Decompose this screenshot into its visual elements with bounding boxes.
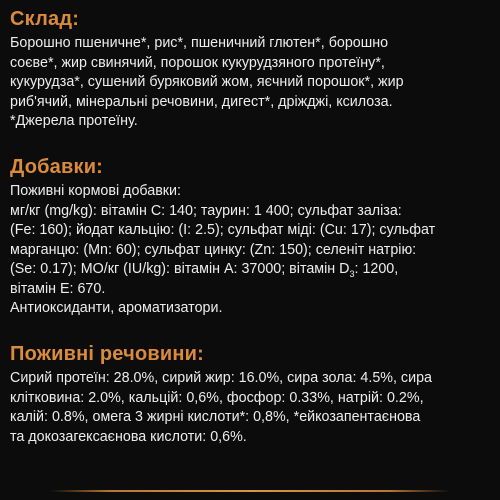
additives-line: (Fe: 160); йодат кальцію: (I: 2.5); сульфат міді: (Cu: 17); сульфат: [10, 222, 436, 238]
nutrients-section: [10, 343, 494, 447]
composition-text: [10, 34, 494, 132]
additives-text: [10, 182, 494, 319]
composition-line: Борошно пшеничне*, рис*, пшеничний глютен*, борошно: [10, 35, 389, 51]
nutrients-text: [10, 369, 494, 447]
additives-line-vitamins-start: (Se: 0.17); МО/кг (IU/kg): вітамін А: 37000; вітамін D: [10, 261, 350, 277]
nutrients-line: та докозагексаєнова кислоти: 0,6%.: [10, 428, 247, 445]
nutrients-heading: Поживні речовини:: [10, 343, 204, 365]
composition-line: риб'ячий, мінеральні речовини, дигест*, дріжджі, ксилоза.: [10, 93, 393, 110]
nutrients-line: калій: 0.8%, омега 3 жирні кислоти*: 0,8%, *ейкозапентаєнова: [10, 409, 421, 425]
additives-line: вітамін Е: 670.: [10, 280, 106, 297]
bottom-divider: [50, 490, 450, 492]
composition-footnote: *Джерела протеїну.: [10, 113, 138, 129]
additives-line-vitamins-end: : 1200,: [354, 261, 399, 277]
additives-line: мг/кг (mg/kg): вітамін С: 140; таурин: 1 400; сульфат заліза:: [10, 202, 402, 219]
additives-heading: Добавки:: [10, 156, 104, 178]
nutrients-line: Сирий протеїн: 28.0%, сирий жир: 16.0%, сира зола: 4.5%, сира: [10, 370, 432, 386]
vitamin-d-subscript: 3: [349, 268, 355, 279]
composition-line: кукурудза*, сушений буряковий жом, яєчний порошок*, жир: [10, 74, 404, 90]
additives-line: Поживні кормові добавки:: [10, 183, 182, 199]
composition-section: [10, 8, 494, 132]
composition-line: соєве*, жир свинячий, порошок кукурудзяного протеїну*,: [10, 54, 385, 71]
composition-heading: Склад:: [10, 8, 80, 30]
additives-line: марганцю: (Mn: 60); сульфат цинку: (Zn: 150); селеніт натрію:: [10, 241, 417, 258]
additives-section: [10, 156, 494, 319]
nutrients-line: клітковина: 2.0%, кальцій: 0,6%, фосфор: 0.33%, натрій: 0.2%,: [10, 389, 424, 406]
additives-line-vitamins: [10, 260, 494, 280]
additives-line: Антиоксиданти, ароматизатори.: [10, 300, 223, 316]
